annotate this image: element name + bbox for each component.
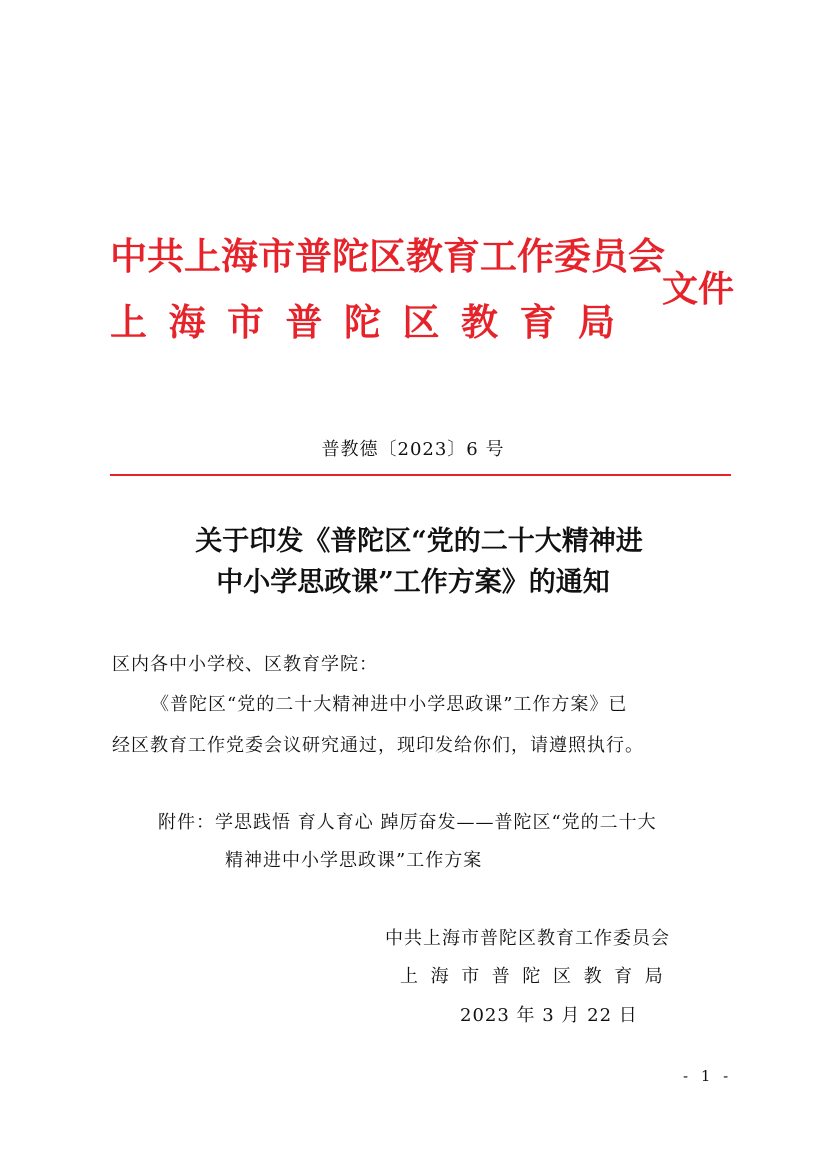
- signature-date: 2023 年 3 月 22 日: [460, 1005, 638, 1026]
- document-title-line-1: 关于印发《普陀区“党的二十大精神进: [195, 526, 643, 557]
- signature-org-2: 上海市普陀区教育局: [400, 966, 676, 987]
- addressee: 区内各中小学校、区教育学院：: [112, 654, 378, 675]
- signature-org-1: 中共上海市普陀区教育工作委员会: [385, 928, 670, 949]
- attachment-line-2: 精神进中小学思政课”工作方案: [225, 850, 483, 871]
- header-org-line-1: 中共上海市普陀区教育工作委员会: [110, 234, 665, 278]
- header-org-line-2: 上海市普陀区教育局: [110, 300, 637, 344]
- attachment-line-1: 附件：学思践悟 育人育心 踔厉奋发——普陀区“党的二十大: [158, 812, 657, 833]
- page-number: - 1 -: [683, 1067, 733, 1085]
- document-title-line-2: 中小学思政课”工作方案》的通知: [216, 567, 610, 598]
- body-paragraph-line-1: 《普陀区“党的二十大精神进中小学思政课”工作方案》已: [151, 694, 628, 715]
- body-paragraph-line-2: 经区教育工作党委会议研究通过，现印发给你们，请遵照执行。: [112, 735, 644, 756]
- document-number: 普教德〔2023〕6 号: [321, 439, 505, 460]
- header-document-suffix: 文件: [662, 268, 735, 310]
- red-divider-line: [110, 474, 731, 476]
